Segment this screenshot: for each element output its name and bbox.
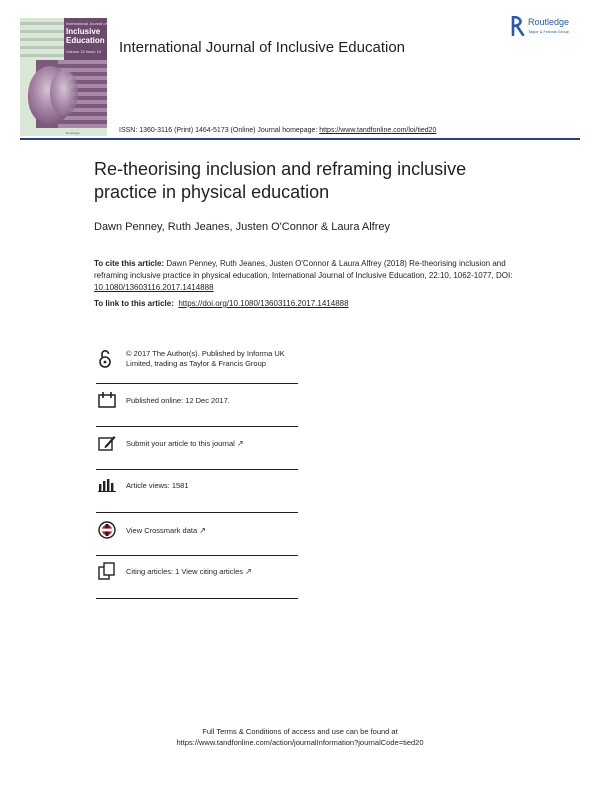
article-doi-link[interactable]: https://doi.org/10.1080/13603116.2017.1414888: [178, 299, 349, 308]
cover-header: International Journal of: [66, 21, 107, 26]
calendar-icon: [96, 392, 126, 413]
journal-title: International Journal of Inclusive Education: [119, 39, 406, 56]
article-link: [94, 299, 349, 308]
citation: [94, 258, 514, 294]
external-link-icon: ↗: [236, 439, 244, 448]
submit-link[interactable]: Submit your article to this journal ↗: [126, 439, 244, 448]
article-views: Article views: 1581: [126, 481, 189, 490]
license-row: [96, 345, 298, 384]
citing-articles-link[interactable]: Citing articles: 1 View citing articles ↗: [126, 567, 252, 576]
views-row: [96, 470, 298, 513]
citation-text: Dawn Penney, Ruth Jeanes, Justen O'Connor & Laura Alfrey (2018) Re-theorising inclusion and reframing inclusive practice in physical education, International Journal of Inclusive Education, 22:10, 1062-1077, DOI:: [94, 259, 513, 280]
external-link-icon: ↗: [245, 567, 252, 576]
journal-cover: [20, 18, 107, 136]
cover-publisher: Routledge: [66, 131, 80, 135]
submit-row[interactable]: [96, 427, 298, 470]
cover-subtitle: Volume 22 Issue 10: [66, 49, 102, 54]
article-info-panel: [96, 345, 298, 599]
citation-doi-link[interactable]: 10.1080/13603116.2017.1414888: [94, 283, 214, 292]
publisher-tagline: Taylor & Francis Group: [528, 29, 569, 34]
footer-url[interactable]: https://www.tandfonline.com/action/journalInformation?journalCode=tied20: [176, 738, 424, 747]
article-authors: Dawn Penney, Ruth Jeanes, Justen O'Connor & Laura Alfrey: [94, 221, 391, 233]
open-access-icon: [96, 349, 126, 374]
issn-line: ISSN: 1360-3116 (Print) 1464-5173 (Online) Journal homepage: https://www.tandfonline.com/loi/tied20: [119, 127, 437, 134]
footer-terms: Full Terms & Conditions of access and use can be found at: [202, 727, 398, 736]
footer: [0, 726, 600, 748]
publisher-name: Routledge: [528, 17, 570, 27]
published-date: Published online: 12 Dec 2017.: [126, 396, 230, 405]
crossmark-icon: [96, 521, 126, 544]
edit-icon: [96, 435, 126, 456]
license-text: © 2017 The Author(s). Published by Informa UK Limited, trading as Taylor & Francis Group: [126, 349, 285, 368]
citing-articles-icon: [96, 562, 126, 585]
crossmark-link[interactable]: View Crossmark data ↗: [126, 526, 206, 535]
header-divider: [20, 138, 580, 140]
routledge-logo-icon: [511, 16, 525, 36]
link-label: To link to this article:: [94, 299, 174, 308]
citing-row[interactable]: [96, 556, 298, 599]
external-link-icon: ↗: [199, 526, 206, 535]
bar-chart-icon: [96, 478, 126, 497]
citation-label: To cite this article:: [94, 259, 165, 268]
journal-homepage-link[interactable]: https://www.tandfonline.com/loi/tied20: [319, 127, 437, 134]
published-row: [96, 384, 298, 427]
article-title: Re-theorising inclusion and reframing inclusive practice in physical education: [94, 159, 467, 202]
crossmark-row[interactable]: [96, 513, 298, 556]
cover-title: Inclusive Education: [66, 27, 105, 45]
